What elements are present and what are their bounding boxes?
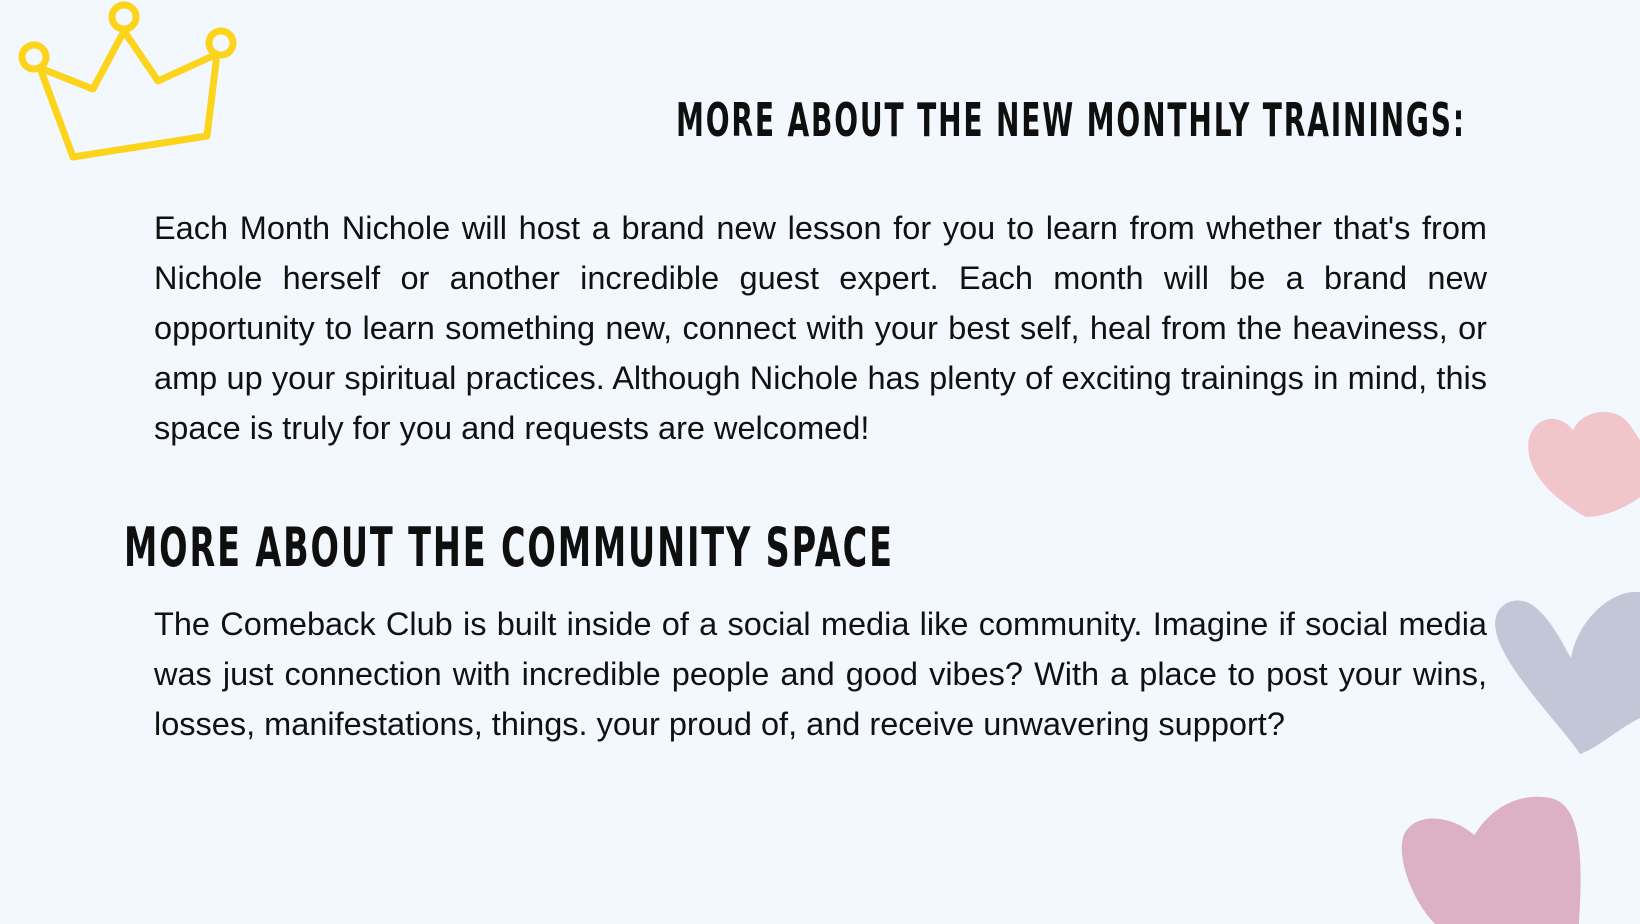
section-heading-monthly-trainings: MORE ABOUT THE NEW MONTHLY TRAININGS:: [676, 93, 1466, 147]
section-body-monthly-trainings: Each Month Nichole will host a brand new lesson for you to learn from whether that's from Nichole herself or another incredible guest expert. Each month will be a brand new opportunity to learn something new, connect with your best self, heal from the heaviness, or amp up your spiritual practices. Although Nichole has plenty of exciting trainings in mind, this space is truly for you and requests are welcomed!: [154, 210, 1487, 446]
section-heading-community-space: MORE ABOUT THE COMMUNITY SPACE: [124, 516, 894, 579]
crown-icon: [10, 0, 250, 175]
heart-icon-pink: [1516, 398, 1640, 522]
heart-icon-gray: [1490, 592, 1640, 760]
heart-icon-mauve: [1398, 796, 1582, 924]
section-body-community-space: The Comeback Club is built inside of a social media like community. Imagine if social media was just connection with incredible people and good vibes? With a place to post your wins, losses, manifestations, things. your proud of, and receive unwavering support?: [154, 606, 1487, 742]
